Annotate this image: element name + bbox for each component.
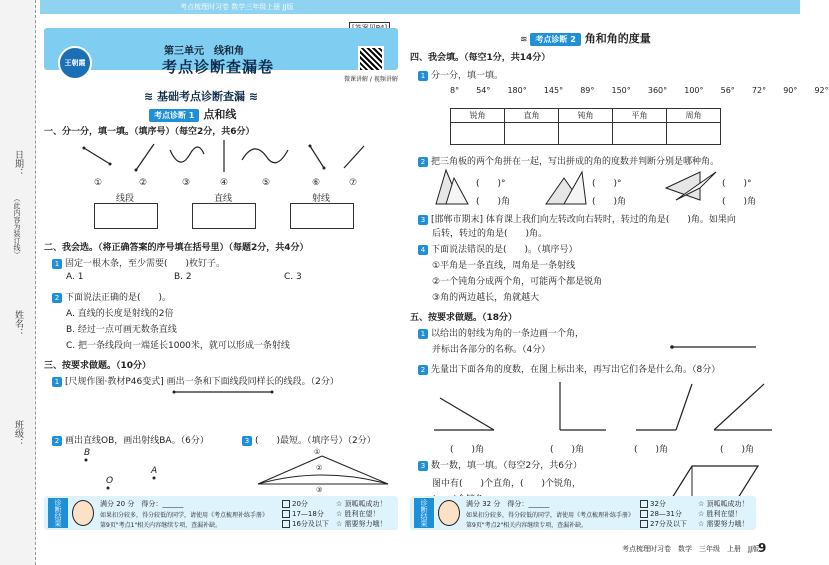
q5-2-blank-2: ( )角 <box>550 445 585 455</box>
box-label-line: 直线 <box>214 194 233 204</box>
q3-1-text: [尺规作图·教材P46变式] 画出一条和下面线段同样长的线段。（2分） <box>65 377 339 387</box>
deg-1: 54° <box>476 86 491 95</box>
cell-right[interactable] <box>505 123 559 145</box>
deg-9: 72° <box>751 86 767 95</box>
left-page <box>44 18 398 558</box>
q2-1-opt-c: C. 3 <box>284 272 302 282</box>
box-label-ray: 射线 <box>312 194 331 204</box>
q3-2-points-figure <box>44 448 184 488</box>
q1-lines-figure <box>44 136 398 176</box>
cell-obtuse[interactable] <box>559 123 613 145</box>
deg-8: 56° <box>720 86 735 95</box>
q2-heading: 二、我会选。（将正确答案的序号填在括号里）（每题2分，共4分） <box>44 243 309 253</box>
q1-num-3: ③ <box>182 178 191 188</box>
top-strip: 考点梳理时习卷 数学三年级上册 JJ版 <box>40 0 420 14</box>
line-7 <box>344 146 364 168</box>
line-3 <box>170 147 204 162</box>
q4-3-text: [邯郸市期末] 体育课上我们向左转改向右转时，转过的角是( )角。如果向 <box>431 215 736 225</box>
q4-4-text: 下面说法错误的是( )。（填序号） <box>431 245 578 255</box>
line-6 <box>310 146 324 168</box>
right-result-3: ☆ 需要努力哦！ <box>698 520 749 528</box>
diag1-header <box>149 106 236 122</box>
q4-2-a-type: ( )角 <box>476 197 511 207</box>
q4-3: 3 [邯郸市期末] 体育课上我们向左转改向右转时，转过的角是( )角。如果向 <box>418 212 736 225</box>
deg-10: 90° <box>783 86 798 95</box>
q4-2-b-type: ( )角 <box>592 197 627 207</box>
q4-2-b-deg: ( )° <box>592 179 622 189</box>
diag2-header: ≋ 考点诊断 2 角和角的度量 <box>520 32 651 45</box>
left-diagnosis-footer <box>44 496 398 530</box>
q4-2-c-type: ( )角 <box>722 197 757 207</box>
line-5 <box>242 149 288 163</box>
q2-2-opt-c: C. 把一条线段向一端延长1000米，就可以形成一条射线 <box>66 341 290 351</box>
name-label: 姓名： <box>13 310 23 337</box>
q5-2-blank-4: ( )角 <box>720 445 755 455</box>
q5-2-text: 先量出下面各角的度数，在图上标出来，再写出它们各是什么角。（8分） <box>431 365 721 375</box>
right-result-2: ☆ 胜利在望！ <box>698 510 742 518</box>
right-diagnosis-footer <box>410 496 756 530</box>
section-title-text: 基础考点诊断查漏 <box>157 90 246 103</box>
q2-1-opt-a: A. 1 <box>66 272 84 282</box>
q3-2: 2 画出直线OB，画出射线BA。（6分） <box>52 433 209 446</box>
q3-3-text: ( )最短。（填序号）（2分） <box>255 436 376 446</box>
point-b: B <box>84 448 91 458</box>
q1-num-2: ② <box>139 178 148 188</box>
brand-logo: 王朝霞 <box>58 46 92 80</box>
deg-3: 145° <box>543 86 564 95</box>
deg-5: 150° <box>611 86 631 95</box>
diagnosis-tag: 诊断结果 <box>48 498 68 528</box>
page-number: 9 <box>758 541 767 555</box>
diag1-name: 点和线 <box>203 108 237 121</box>
deg-6: 360° <box>647 86 668 95</box>
col-full: 周角 <box>667 109 721 123</box>
left-result-2: ☆ 胜利在望！ <box>336 510 380 518</box>
q3-1-segment-figure <box>44 386 398 398</box>
cell-full[interactable] <box>667 123 721 145</box>
deg-7: 100° <box>684 86 704 95</box>
angles-to-measure-figure <box>410 378 788 438</box>
left-score: 满分 20 分 得分：______ <box>100 500 184 508</box>
q3-3-paths-figure <box>254 448 394 492</box>
answer-box-segment[interactable] <box>94 203 158 229</box>
class-label: 班级： <box>13 420 23 447</box>
unit-title: 第三单元 线和角 <box>164 46 244 57</box>
deg-0: 8° <box>450 86 460 95</box>
q5-1b: 并标出各部分的名称。（4分） <box>432 345 551 355</box>
diag2-pill: 考点诊断 2 <box>530 33 580 46</box>
line-2 <box>136 144 154 170</box>
q1-num-6: ⑥ <box>312 178 321 188</box>
page-footer: 考点梳理时习卷 数学 三年级 上册 JJ版 <box>622 545 760 553</box>
col-straight: 平角 <box>613 109 667 123</box>
q1-num-1: ① <box>94 178 103 188</box>
right-result-1: ☆ 顶呱呱成功！ <box>698 500 749 508</box>
q1-heading: 一、分一分，填一填。（填序号）（每空2分，共6分） <box>44 127 255 137</box>
right-tier-1[interactable]: 32分 <box>640 499 666 509</box>
q2-1-opt-b: B. 2 <box>174 272 192 282</box>
cell-straight[interactable] <box>613 123 667 145</box>
binding-note: （此内容为装订线） <box>13 195 21 258</box>
student-avatar-right <box>438 500 460 526</box>
q2-2: 2 下面说法正确的是( )。 <box>52 290 171 303</box>
q5-heading: 五、按要求做题。（18分） <box>410 313 518 323</box>
top-strip-right <box>420 0 800 14</box>
section-title: ≋ 基础考点诊断查漏 ≋ <box>144 90 259 103</box>
q4-4-opt-3: ③角的两边越长，角就越大 <box>432 293 540 303</box>
given-ray-figure <box>650 344 760 350</box>
answer-box-ray[interactable] <box>290 203 354 229</box>
q2-2-opt-a: A. 直线的长度是射线的2倍 <box>66 309 174 319</box>
col-right: 直角 <box>505 109 559 123</box>
right-tip-1: 如果扣分较多，得分较低的同学，请使用《考点梳理补练手册》 <box>466 512 635 519</box>
deg-2: 180° <box>507 86 527 95</box>
date-label: 日期： <box>13 150 23 177</box>
qr-caption: 微课讲解 / 视频讲解 <box>344 76 398 83</box>
q3-3-num-2: ② <box>316 464 323 472</box>
q4-4: 4 下面说法错误的是( )。（填序号） <box>418 242 578 255</box>
q3-heading: 三、按要求做题。（10分） <box>44 361 152 371</box>
qr-code-icon[interactable] <box>358 46 384 72</box>
page-title: 考点诊断查漏卷 <box>162 58 275 76</box>
q4-2-text: 把三角板的两个角拼在一起，写出拼成的角的度数并判断分别是哪种角。 <box>431 157 720 167</box>
q4-1-text: 分一分，填一填。 <box>431 71 504 81</box>
q3-3-num-1: ① <box>314 448 321 456</box>
q3-3: 3 ( )最短。（填序号）（2分） <box>242 433 376 446</box>
q4-2-a-deg: ( )° <box>476 179 506 189</box>
left-tier-3[interactable]: 16分及以下 <box>282 519 329 529</box>
right-tip-2: 第9页"考点2"相关内容继续专项，查漏补缺。 <box>466 522 588 529</box>
cell-acute[interactable] <box>451 123 505 145</box>
q2-1: 1 固定一根木条，至少需要( )枚钉子。 <box>52 256 225 269</box>
title-banner <box>44 28 398 83</box>
diagnosis-tag-right: 诊断结果 <box>414 498 434 528</box>
left-result-3: ☆ 需要努力哦！ <box>336 520 387 528</box>
q4-3b: 后转，转过的角是( )角。 <box>432 229 548 239</box>
col-acute: 锐角 <box>451 109 505 123</box>
binding-spine <box>0 0 36 565</box>
q4-4-opt-1: ①平角是一条直线，周角是一条射线 <box>432 261 576 271</box>
diag1-pill: 考点诊断 1 <box>149 109 199 122</box>
q5-2: 2 先量出下面各角的度数，在图上标出来，再写出它们各是什么角。（8分） <box>418 362 720 375</box>
point-a: A <box>151 466 158 476</box>
box-label-segment: 线段 <box>116 194 135 204</box>
student-avatar <box>72 500 94 526</box>
q5-3-text: 数一数，填一填。（每空2分，共6分） <box>431 461 582 471</box>
left-tier-1[interactable]: 20分 <box>282 499 308 509</box>
q4-4-opt-2: ②一个钝角分成两个角，可能两个都是锐角 <box>432 277 603 287</box>
q5-2-blank-3: ( )角 <box>634 445 669 455</box>
right-tier-3[interactable]: 27分及以下 <box>640 519 687 529</box>
q4-2-c-deg: ( )° <box>722 179 752 189</box>
right-page <box>410 18 829 558</box>
q4-heading: 四、我会填。（每空1分，共14分） <box>410 53 551 63</box>
q5-1-text: 以给出的射线为角的一条边画一个角， <box>431 329 585 339</box>
q3-3-num-3: ③ <box>316 486 323 494</box>
point-o: O <box>106 476 114 486</box>
q2-2-text: 下面说法正确的是( )。 <box>65 293 172 303</box>
left-tier-2[interactable]: 17—18分 <box>282 509 324 519</box>
q1-num-7: ⑦ <box>349 178 358 188</box>
q4-2: 2 把三角板的两个角拼在一起，写出拼成的角的度数并判断分别是哪种角。 <box>418 154 719 167</box>
col-obtuse: 钝角 <box>559 109 613 123</box>
q5-3a: 图中有( )个直角，( )个锐角， <box>432 479 582 489</box>
answer-box-line[interactable] <box>192 203 256 229</box>
left-tip-1: 如果扣分较多，得分较低的同学，请使用《考点梳理补练手册》 <box>100 512 269 519</box>
left-tip-2: 第9页"考点1"相关内容继续专项，查漏补缺。 <box>100 522 222 529</box>
diag2-name: 角和角的度量 <box>584 32 651 45</box>
q2-1-text: 固定一根木条，至少需要( )枚钉子。 <box>65 259 226 269</box>
right-tier-2[interactable]: 28—31分 <box>640 509 682 519</box>
q4-1: 1 分一分，填一填。 <box>418 68 503 81</box>
q5-2-blank-1: ( )角 <box>450 445 485 455</box>
line-1 <box>84 148 110 164</box>
q5-1: 1 以给出的射线为角的一条边画一个角， <box>418 326 584 339</box>
right-score: 满分 32 分 得分：______ <box>466 500 550 508</box>
degree-list <box>450 86 829 95</box>
q3-2-text: 画出直线OB，画出射线BA。（6分） <box>65 436 209 446</box>
deg-11: 92° <box>814 86 829 95</box>
left-result-1: ☆ 顶呱呱成功！ <box>336 500 387 508</box>
q1-num-4: ④ <box>220 178 229 188</box>
deg-4: 89° <box>580 86 595 95</box>
q2-2-opt-b: B. 经过一点可画无数条直线 <box>66 325 177 335</box>
angle-classification-table <box>450 108 721 145</box>
q1-num-5: ⑤ <box>262 178 271 188</box>
q5-3: 3 数一数，填一填。（每空2分，共6分） <box>418 458 582 471</box>
q3-1: 1 [尺规作图·教材P46变式] 画出一条和下面线段同样长的线段。（2分） <box>52 374 339 387</box>
